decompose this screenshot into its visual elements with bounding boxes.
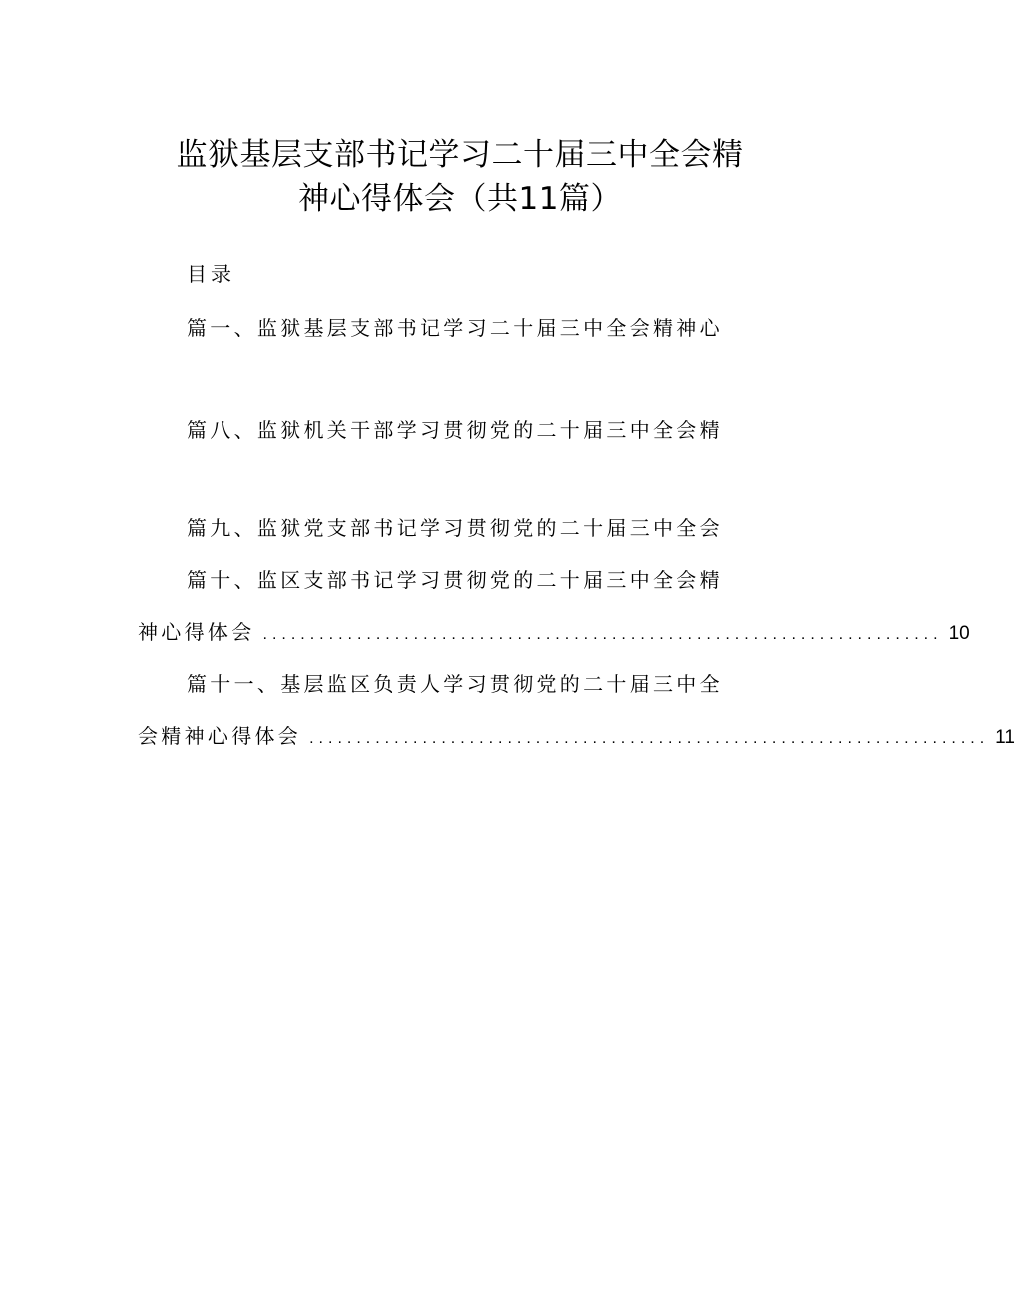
toc-entry-9[interactable]: 篇九、监狱党支部书记学习贯彻党的二十届三中全会 bbox=[187, 516, 723, 540]
toc-heading: 目录 bbox=[187, 262, 235, 286]
toc-entry-10-page-number: 10 bbox=[948, 623, 970, 644]
toc-entry-11-continuation[interactable] bbox=[138, 724, 1015, 748]
toc-entry-11[interactable]: 篇十一、基层监区负责人学习贯彻党的二十届三中全 bbox=[187, 672, 723, 696]
dot-leader: ........................................................................ bbox=[309, 730, 990, 747]
toc-entry-10-text: 神心得体会 bbox=[138, 620, 255, 644]
toc-entry-11-text: 会精神心得体会 bbox=[138, 724, 302, 748]
document-title-line-2: 神心得体会（共11篇） bbox=[298, 181, 622, 217]
toc-entry-1[interactable]: 篇一、监狱基层支部书记学习二十届三中全会精神心 bbox=[187, 316, 723, 340]
toc-entry-10-continuation[interactable] bbox=[138, 620, 970, 644]
document-title-line-1: 监狱基层支部书记学习二十届三中全会精 bbox=[176, 137, 744, 173]
toc-entry-8[interactable]: 篇八、监狱机关干部学习贯彻党的二十届三中全会精 bbox=[187, 418, 723, 442]
toc-entry-11-page-number: 11 bbox=[995, 727, 1015, 748]
dot-leader: ........................................................................ bbox=[262, 626, 943, 643]
toc-entry-10[interactable]: 篇十、监区支部书记学习贯彻党的二十届三中全会精 bbox=[187, 568, 723, 592]
